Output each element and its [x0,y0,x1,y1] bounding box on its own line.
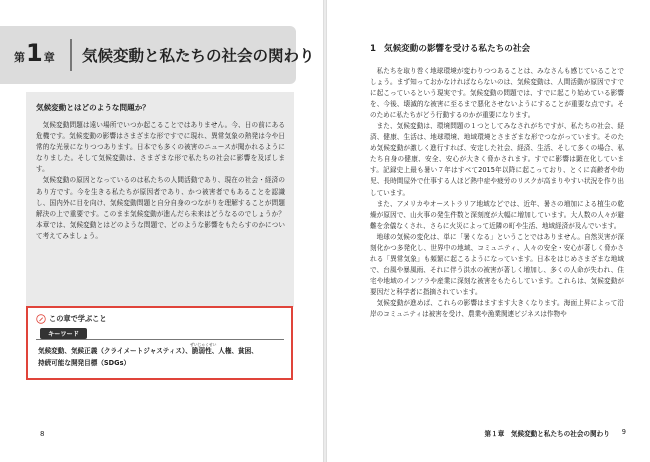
keyword-ruby: ぜいじゃくせい [189,342,217,347]
right-page-number: 9 [621,428,626,436]
keyword-label: キーワード [40,328,87,339]
pencil-icon [36,314,46,324]
intro-body [36,120,292,242]
left-page [0,0,323,462]
body-paragraph: また、気候変動は、環境問題の１つとしてみなされがちですが、私たちの社会、経済、健康、生活は、地球環境、地域環境とさまざまな形でつながっています。そのため気候変動が激しく進行すれば、安定した社会、経済、生活、そして多くの場合、私たち自身の健康、安全、安心が大きく脅かされます。すでに影響は顕在化しています。記録史上最も暑い７年はすべて2015年以降に起こっており、とくに高齢者や幼児、長時間屋外で仕事する人ほど熱中症や疲労のリスクが高まりやすい状況を作り出しています。 [370,122,624,197]
keyword-ruby-word [189,342,217,357]
learn-box [26,306,293,380]
body-paragraph: 地球の気候の変化は、単に「暑くなる」ということではありません。自然災害が深刻化かつ多発化し、世界中の地域、コミュニティ、人々の安全・安心が著しく脅かされる「異常気象」も頻繁に起こるようになっています。日本をはじめさまざまな地域で、台風や暴風雨、それに伴う洪水の被害が著しく増加し、多くの人命が失われ、住宅や地域のインフラや産業に深刻な被害をもたらしています。これらは、気候変動が要因だと科学者に指摘されています。 [370,232,624,296]
intro-paragraph: 気候変動問題は遠い場所でいつか起こることではありません。今、日の前にある危機です。気候変動の影響はさまざまな形ですでに現れ、異常気象の熱発は今や日常的な光景になりつつあります。日本でも多くの被害のニュースが聞かれるようになりました。そして気候変動は、さまざまな形で私たちの社会に影響を及ぼします。 [36,121,285,174]
section-number: 1 [370,44,376,54]
body-text [370,66,624,320]
body-paragraph: また、アメリカやオーストラリア地域などでは、近年、暑さの増加による植生の乾燥が原因で、山火事の発生件数と深刻度が大幅に増加しています。大人数の人々が避難を余儀なくされ、さらに火災によって近隣の町や生活、地域経済が及んでいます。 [370,199,624,230]
learn-title [36,314,107,324]
page-footer [485,428,626,438]
chapter-suffix: 章 [43,51,55,64]
keyword-list [38,342,288,369]
body-paragraph: 私たちを取り巻く地球環境が変わりつつあることは、みなさんも感じていることでしょう。まず知っておかなければならないのは、気候変動は、人間活動が原因ですでに起こっているという現実です。気候変動の問題では、すでに起こり始めている影響を、今後、壊滅的な被害に至るまで悪化させないようにすることが重要な点です。そのために私たちがどう行動するのかが重要になります。 [370,67,624,120]
section-title [370,42,530,54]
left-page-number: 8 [40,430,45,438]
body-paragraph: 気候変動が進めば、これらの影響はますます大きくなります。海面上昇によって沿岸のコミュニティは被害を受け、農業や漁業関連ビジネスは作物や [370,298,624,319]
section-title-text: 気候変動の影響を受ける私たちの社会 [383,44,531,54]
chapter-prefix: 第 [14,51,25,64]
chapter-title: 気候変動と私たちの社会の関わり [82,47,315,65]
footer-chapter-label: 第１章 気候変動と私たちの社会の関わり [484,430,610,438]
keyword-word: 脆弱性 [191,347,212,355]
learn-title-text: この章で学ぶこと [49,314,107,323]
keywords-part-a: 気候変動、気候正義（クライメートジャスティス）、 [38,347,192,355]
right-page [327,0,650,462]
chapter-divider [70,39,72,71]
intro-paragraph: 気候変動の原因となっているのは私たちの人間活動であり、現在の社会・経済のあり方です。今を生きる私たちが原因者であり、かつ被害者でもあることを認識し、国内外に目を向け、気候変動問題と自分自身のつながりを理解することが問題解決の上で重要です。このまま気候変動が進んだら未来はどうなるのでしょうか？ 本章では、気候変動とはどのような問題で、どのような影響をもたらすのかについて考えてみましょう。 [36,176,292,240]
chapter-header [0,26,315,84]
keyword-divider [36,339,284,340]
intro-heading: 気候変動とはどのような問題か？ [36,103,150,112]
chapter-number [14,39,55,71]
keywords-line2: 持続可能な開発目標（SDGs） [38,359,131,367]
keywords-part-b: 、人権、貧困、 [211,347,258,355]
intro-box [26,92,294,307]
chapter-digit: 1 [26,39,43,67]
